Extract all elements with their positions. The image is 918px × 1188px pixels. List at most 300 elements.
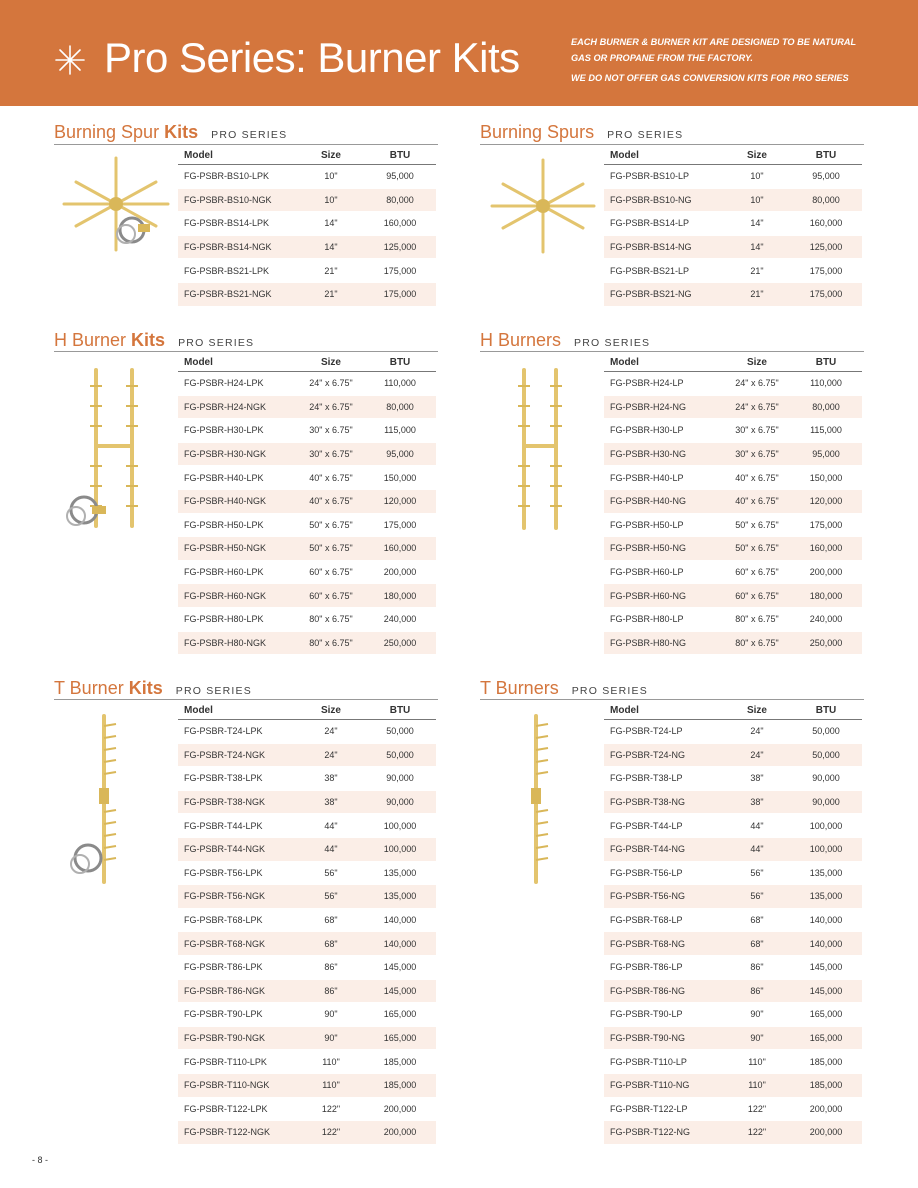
section-title	[54, 678, 252, 699]
size-cell: 60" x 6.75"	[309, 590, 353, 601]
btu-cell: 100,000	[383, 820, 417, 831]
section-rule	[480, 351, 864, 352]
size-cell: 38"	[750, 797, 764, 808]
btu-cell: 250,000	[383, 637, 417, 648]
table-row	[604, 720, 862, 744]
model-cell: FG-PSBR-T122-LP	[610, 1103, 688, 1114]
table-row	[178, 1003, 436, 1027]
model-cell: FG-PSBR-T86-NGK	[184, 985, 266, 996]
model-cell: FG-PSBR-BS10-NGK	[184, 194, 272, 205]
model-cell: FG-PSBR-T90-NGK	[184, 1033, 266, 1044]
table-row	[604, 259, 862, 283]
table-body	[604, 165, 862, 307]
column-header-size: Size	[320, 356, 341, 368]
burning-spur-image	[488, 154, 598, 258]
btu-cell: 165,000	[809, 1033, 843, 1044]
size-cell: 90"	[750, 1009, 764, 1020]
btu-cell: 80,000	[386, 401, 414, 412]
btu-cell: 175,000	[809, 519, 843, 530]
btu-cell: 110,000	[810, 378, 842, 389]
section-series-label: PRO SERIES	[175, 685, 252, 697]
table-row	[178, 932, 436, 956]
table-row	[178, 259, 436, 283]
size-cell: 38"	[324, 797, 338, 808]
btu-cell: 135,000	[809, 891, 843, 902]
model-cell: FG-PSBR-BS10-LPK	[184, 171, 270, 182]
model-cell: FG-PSBR-BS21-NGK	[184, 289, 272, 300]
size-cell: 44"	[750, 820, 764, 831]
table-row	[178, 372, 436, 396]
btu-cell: 115,000	[384, 425, 416, 436]
section-title-kits: Kits	[164, 122, 199, 142]
column-header-btu: BTU	[389, 356, 411, 368]
table-row	[604, 514, 862, 538]
table-header	[178, 353, 436, 372]
table-row	[178, 791, 436, 815]
model-cell: FG-PSBR-H60-LP	[610, 567, 684, 578]
size-cell: 80" x 6.75"	[309, 614, 353, 625]
table-row	[604, 419, 862, 443]
btu-cell: 140,000	[383, 938, 417, 949]
table-row	[604, 372, 862, 396]
size-cell: 14"	[750, 218, 764, 229]
size-cell: 122"	[321, 1127, 341, 1138]
size-cell: 24"	[324, 726, 338, 737]
size-cell: 24"	[324, 749, 338, 760]
section-title	[54, 330, 254, 351]
table-row	[178, 165, 436, 189]
size-cell: 80" x 6.75"	[735, 637, 779, 648]
table-row	[604, 165, 862, 189]
btu-cell: 180,000	[383, 590, 417, 601]
table-row	[178, 814, 436, 838]
size-cell: 60" x 6.75"	[735, 590, 779, 601]
size-cell: 44"	[750, 844, 764, 855]
btu-cell: 50,000	[812, 726, 840, 737]
size-cell: 21"	[324, 289, 338, 300]
model-cell: FG-PSBR-BS14-NGK	[184, 242, 272, 253]
size-cell: 50" x 6.75"	[735, 519, 779, 530]
model-cell: FG-PSBR-T90-LP	[610, 1009, 683, 1020]
model-cell: FG-PSBR-T38-LP	[610, 773, 683, 784]
model-cell: FG-PSBR-T56-NGK	[184, 891, 266, 902]
table-body	[604, 720, 862, 1145]
table-row	[604, 490, 862, 514]
model-cell: FG-PSBR-T38-NGK	[184, 797, 266, 808]
btu-cell: 140,000	[383, 915, 417, 926]
size-cell: 40" x 6.75"	[735, 496, 779, 507]
btu-cell: 150,000	[809, 472, 843, 483]
size-cell: 50" x 6.75"	[309, 519, 353, 530]
column-header-size: Size	[746, 704, 767, 716]
size-cell: 56"	[750, 891, 764, 902]
column-header-btu: BTU	[815, 356, 837, 368]
table-row	[178, 632, 436, 656]
model-cell: FG-PSBR-BS21-LP	[610, 265, 690, 276]
model-cell: FG-PSBR-H40-NG	[610, 496, 687, 507]
btu-cell: 95,000	[386, 171, 414, 182]
size-cell: 86"	[324, 985, 338, 996]
table-row	[604, 608, 862, 632]
column-header-btu: BTU	[815, 149, 837, 161]
page-title: Pro Series: Burner Kits	[104, 34, 520, 81]
size-cell: 60" x 6.75"	[735, 567, 779, 578]
btu-cell: 90,000	[386, 773, 414, 784]
btu-cell: 135,000	[383, 891, 417, 902]
model-cell: FG-PSBR-H80-LPK	[184, 614, 264, 625]
model-cell: FG-PSBR-H80-LP	[610, 614, 684, 625]
table-header	[604, 353, 862, 372]
table-row	[604, 283, 862, 307]
model-cell: FG-PSBR-T68-NGK	[184, 938, 266, 949]
h-burner-kit-image	[62, 366, 152, 536]
model-cell: FG-PSBR-T68-LPK	[184, 915, 263, 926]
btu-cell: 185,000	[383, 1056, 417, 1067]
header-note-factory: EACH BURNER & BURNER KIT ARE DESIGNED TO BE NATURAL GAS OR PROPANE FROM THE FACTORY.	[571, 37, 856, 63]
table-row	[604, 1003, 862, 1027]
table-row	[604, 909, 862, 933]
table-row	[178, 537, 436, 561]
size-cell: 30" x 6.75"	[735, 425, 779, 436]
column-header-btu: BTU	[815, 704, 837, 716]
btu-cell: 90,000	[812, 773, 840, 784]
model-cell: FG-PSBR-T86-LP	[610, 962, 683, 973]
column-header-btu: BTU	[389, 704, 411, 716]
size-cell: 60" x 6.75"	[309, 567, 353, 578]
size-cell: 50" x 6.75"	[735, 543, 779, 554]
size-cell: 90"	[324, 1033, 338, 1044]
btu-cell: 200,000	[383, 1103, 417, 1114]
btu-cell: 165,000	[383, 1009, 417, 1020]
column-header-size: Size	[746, 149, 767, 161]
table-row	[604, 932, 862, 956]
table-row	[604, 466, 862, 490]
btu-cell: 200,000	[809, 567, 843, 578]
table-row	[178, 283, 436, 307]
section-series-label: PRO SERIES	[574, 337, 651, 349]
size-cell: 30" x 6.75"	[309, 449, 353, 460]
section-title	[480, 330, 650, 351]
btu-cell: 140,000	[809, 938, 843, 949]
model-cell: FG-PSBR-H24-LP	[610, 378, 684, 389]
section-rule	[480, 144, 864, 145]
model-cell: FG-PSBR-H50-LPK	[184, 519, 264, 530]
header-note-conversion: WE DO NOT OFFER GAS CONVERSION KITS FOR PRO SERIES	[571, 73, 849, 83]
size-cell: 56"	[324, 891, 338, 902]
btu-cell: 165,000	[383, 1033, 417, 1044]
size-cell: 10"	[750, 171, 764, 182]
btu-cell: 120,000	[809, 496, 843, 507]
size-cell: 68"	[750, 915, 764, 926]
model-cell: FG-PSBR-H80-NG	[610, 637, 687, 648]
size-cell: 122"	[747, 1127, 767, 1138]
table-row	[604, 791, 862, 815]
model-cell: FG-PSBR-H50-NG	[610, 543, 687, 554]
table-row	[604, 1121, 862, 1145]
btu-cell: 95,000	[386, 449, 414, 460]
btu-cell: 120,000	[383, 496, 417, 507]
model-cell: FG-PSBR-BS10-NG	[610, 194, 692, 205]
section-series-label: PRO SERIES	[607, 129, 684, 141]
btu-cell: 135,000	[383, 867, 417, 878]
section-series-label: PRO SERIES	[571, 685, 648, 697]
table-row	[178, 466, 436, 490]
table-row	[604, 443, 862, 467]
btu-cell: 240,000	[809, 614, 843, 625]
table-row	[178, 885, 436, 909]
model-cell: FG-PSBR-T38-NG	[610, 797, 686, 808]
btu-cell: 90,000	[812, 797, 840, 808]
table-body	[178, 372, 436, 655]
section-title	[54, 122, 287, 143]
table-row	[178, 236, 436, 260]
column-header-model: Model	[610, 704, 639, 716]
model-cell: FG-PSBR-BS10-LP	[610, 171, 690, 182]
table-row	[178, 862, 436, 886]
btu-cell: 135,000	[809, 867, 843, 878]
size-cell: 68"	[750, 938, 764, 949]
btu-cell: 140,000	[809, 915, 843, 926]
size-cell: 86"	[324, 962, 338, 973]
model-cell: FG-PSBR-H24-LPK	[184, 378, 264, 389]
t-burner-kit-image	[64, 712, 134, 888]
page-number: - 8 -	[32, 1155, 49, 1165]
size-cell: 40" x 6.75"	[735, 472, 779, 483]
btu-cell: 175,000	[383, 265, 417, 276]
size-cell: 56"	[324, 867, 338, 878]
table-row	[604, 862, 862, 886]
table-row	[178, 443, 436, 467]
size-cell: 110"	[322, 1080, 340, 1091]
btu-cell: 165,000	[809, 1009, 843, 1020]
table-body	[604, 372, 862, 655]
size-cell: 14"	[324, 218, 338, 229]
btu-cell: 50,000	[386, 749, 414, 760]
model-cell: FG-PSBR-H30-LPK	[184, 425, 264, 436]
size-cell: 90"	[324, 1009, 338, 1020]
model-cell: FG-PSBR-T122-LPK	[184, 1103, 268, 1114]
btu-cell: 145,000	[383, 985, 417, 996]
size-cell: 56"	[750, 867, 764, 878]
table-row	[604, 236, 862, 260]
btu-cell: 160,000	[383, 218, 417, 229]
model-cell: FG-PSBR-H80-NGK	[184, 637, 267, 648]
btu-cell: 90,000	[386, 797, 414, 808]
model-cell: FG-PSBR-T122-NGK	[184, 1127, 271, 1138]
btu-cell: 200,000	[809, 1127, 843, 1138]
section-rule	[54, 144, 438, 145]
model-cell: FG-PSBR-T68-LP	[610, 915, 683, 926]
burning-spur-kit-image	[60, 150, 172, 258]
column-header-model: Model	[610, 149, 639, 161]
size-cell: 110"	[748, 1056, 766, 1067]
table-header	[604, 701, 862, 720]
t-burners-table	[604, 701, 862, 1145]
model-cell: FG-PSBR-T24-NGK	[184, 749, 266, 760]
size-cell: 86"	[750, 985, 764, 996]
table-row	[604, 767, 862, 791]
model-cell: FG-PSBR-H24-NGK	[184, 401, 267, 412]
size-cell: 10"	[750, 194, 764, 205]
section-title-text: T Burners	[480, 678, 559, 698]
model-cell: FG-PSBR-H30-NG	[610, 449, 687, 460]
model-cell: FG-PSBR-T122-NG	[610, 1127, 691, 1138]
table-row	[604, 885, 862, 909]
table-row	[178, 514, 436, 538]
model-cell: FG-PSBR-T68-NG	[610, 938, 686, 949]
model-cell: FG-PSBR-H50-LP	[610, 519, 684, 530]
size-cell: 80" x 6.75"	[735, 614, 779, 625]
t-kits-table	[178, 701, 436, 1145]
btu-cell: 95,000	[812, 171, 840, 182]
model-cell: FG-PSBR-H60-LPK	[184, 567, 264, 578]
btu-cell: 80,000	[812, 401, 840, 412]
size-cell: 110"	[322, 1056, 340, 1067]
size-cell: 40" x 6.75"	[309, 496, 353, 507]
table-row	[178, 767, 436, 791]
model-cell: FG-PSBR-T56-NG	[610, 891, 686, 902]
section-series-label: PRO SERIES	[211, 129, 288, 141]
btu-cell: 160,000	[809, 543, 843, 554]
size-cell: 24"	[750, 726, 764, 737]
model-cell: FG-PSBR-T44-LPK	[184, 820, 263, 831]
btu-cell: 185,000	[809, 1080, 843, 1091]
section-title-text: Burning Spurs	[480, 122, 595, 142]
model-cell: FG-PSBR-BS21-NG	[610, 289, 692, 300]
size-cell: 38"	[324, 773, 338, 784]
table-body	[178, 720, 436, 1145]
table-header	[178, 701, 436, 720]
table-row	[604, 212, 862, 236]
size-cell: 24" x 6.75"	[735, 378, 779, 389]
size-cell: 10"	[324, 194, 338, 205]
table-row	[604, 1027, 862, 1051]
section-rule	[480, 699, 864, 700]
model-cell: FG-PSBR-H24-NG	[610, 401, 687, 412]
table-row	[604, 561, 862, 585]
model-cell: FG-PSBR-BS14-LPK	[184, 218, 270, 229]
btu-cell: 100,000	[383, 844, 417, 855]
btu-cell: 175,000	[383, 289, 417, 300]
btu-cell: 145,000	[809, 985, 843, 996]
h-kits-table	[178, 353, 436, 655]
size-cell: 30" x 6.75"	[735, 449, 779, 460]
model-cell: FG-PSBR-T56-LP	[610, 867, 683, 878]
model-cell: FG-PSBR-T90-NG	[610, 1033, 686, 1044]
section-rule	[54, 351, 438, 352]
btu-cell: 145,000	[809, 962, 843, 973]
btu-cell: 80,000	[386, 194, 414, 205]
section-title-text: T Burner	[54, 678, 124, 698]
model-cell: FG-PSBR-T90-LPK	[184, 1009, 263, 1020]
table-body	[178, 165, 436, 307]
model-cell: FG-PSBR-T110-LP	[610, 1056, 687, 1067]
table-row	[178, 1121, 436, 1145]
model-cell: FG-PSBR-T44-NGK	[184, 844, 266, 855]
section-title-text: H Burners	[480, 330, 562, 350]
section-series-label: PRO SERIES	[178, 337, 255, 349]
size-cell: 110"	[748, 1080, 766, 1091]
table-row	[178, 720, 436, 744]
table-row	[604, 189, 862, 213]
model-cell: FG-PSBR-BS14-LP	[610, 218, 690, 229]
spur-kits-table	[178, 146, 436, 307]
btu-cell: 250,000	[809, 637, 843, 648]
table-row	[604, 396, 862, 420]
section-title-kits: Kits	[128, 678, 163, 698]
size-cell: 90"	[750, 1033, 764, 1044]
btu-cell: 150,000	[383, 472, 417, 483]
column-header-btu: BTU	[389, 149, 411, 161]
model-cell: FG-PSBR-T24-LP	[610, 726, 683, 737]
section-title-text: Burning Spur	[54, 122, 160, 142]
btu-cell: 240,000	[383, 614, 417, 625]
table-row	[604, 814, 862, 838]
size-cell: 24"	[750, 749, 764, 760]
model-cell: FG-PSBR-T86-LPK	[184, 962, 263, 973]
model-cell: FG-PSBR-BS14-NG	[610, 242, 692, 253]
column-header-model: Model	[184, 704, 213, 716]
table-row	[178, 838, 436, 862]
size-cell: 68"	[324, 915, 338, 926]
btu-cell: 125,000	[383, 242, 417, 253]
section-title	[480, 678, 648, 699]
model-cell: FG-PSBR-H30-LP	[610, 425, 684, 436]
model-cell: FG-PSBR-T44-NG	[610, 844, 686, 855]
btu-cell: 160,000	[383, 543, 417, 554]
size-cell: 10"	[324, 171, 338, 182]
h-burners-table	[604, 353, 862, 655]
size-cell: 14"	[750, 242, 764, 253]
size-cell: 24" x 6.75"	[309, 401, 353, 412]
table-row	[604, 956, 862, 980]
column-header-model: Model	[184, 356, 213, 368]
table-row	[178, 1050, 436, 1074]
model-cell: FG-PSBR-T110-LPK	[184, 1056, 267, 1067]
model-cell: FG-PSBR-BS21-LPK	[184, 265, 270, 276]
model-cell: FG-PSBR-H50-NGK	[184, 543, 267, 554]
table-row	[178, 1027, 436, 1051]
size-cell: 44"	[324, 820, 338, 831]
column-header-model: Model	[610, 356, 639, 368]
btu-cell: 175,000	[809, 289, 843, 300]
size-cell: 21"	[750, 289, 764, 300]
table-header	[178, 146, 436, 165]
table-row	[178, 396, 436, 420]
size-cell: 30" x 6.75"	[309, 425, 353, 436]
btu-cell: 95,000	[812, 449, 840, 460]
table-row	[178, 608, 436, 632]
page-header	[0, 0, 918, 106]
table-row	[178, 490, 436, 514]
model-cell: FG-PSBR-H60-NG	[610, 590, 687, 601]
size-cell: 86"	[750, 962, 764, 973]
model-cell: FG-PSBR-H40-NGK	[184, 496, 267, 507]
size-cell: 14"	[324, 242, 338, 253]
table-row	[178, 212, 436, 236]
model-cell: FG-PSBR-H40-LP	[610, 472, 684, 483]
btu-cell: 125,000	[809, 242, 843, 253]
model-cell: FG-PSBR-T44-LP	[610, 820, 683, 831]
size-cell: 68"	[324, 938, 338, 949]
size-cell: 24" x 6.75"	[309, 378, 353, 389]
btu-cell: 100,000	[809, 844, 843, 855]
btu-cell: 175,000	[809, 265, 843, 276]
table-row	[178, 561, 436, 585]
column-header-size: Size	[320, 704, 341, 716]
model-cell: FG-PSBR-T86-NG	[610, 985, 686, 996]
table-row	[178, 909, 436, 933]
